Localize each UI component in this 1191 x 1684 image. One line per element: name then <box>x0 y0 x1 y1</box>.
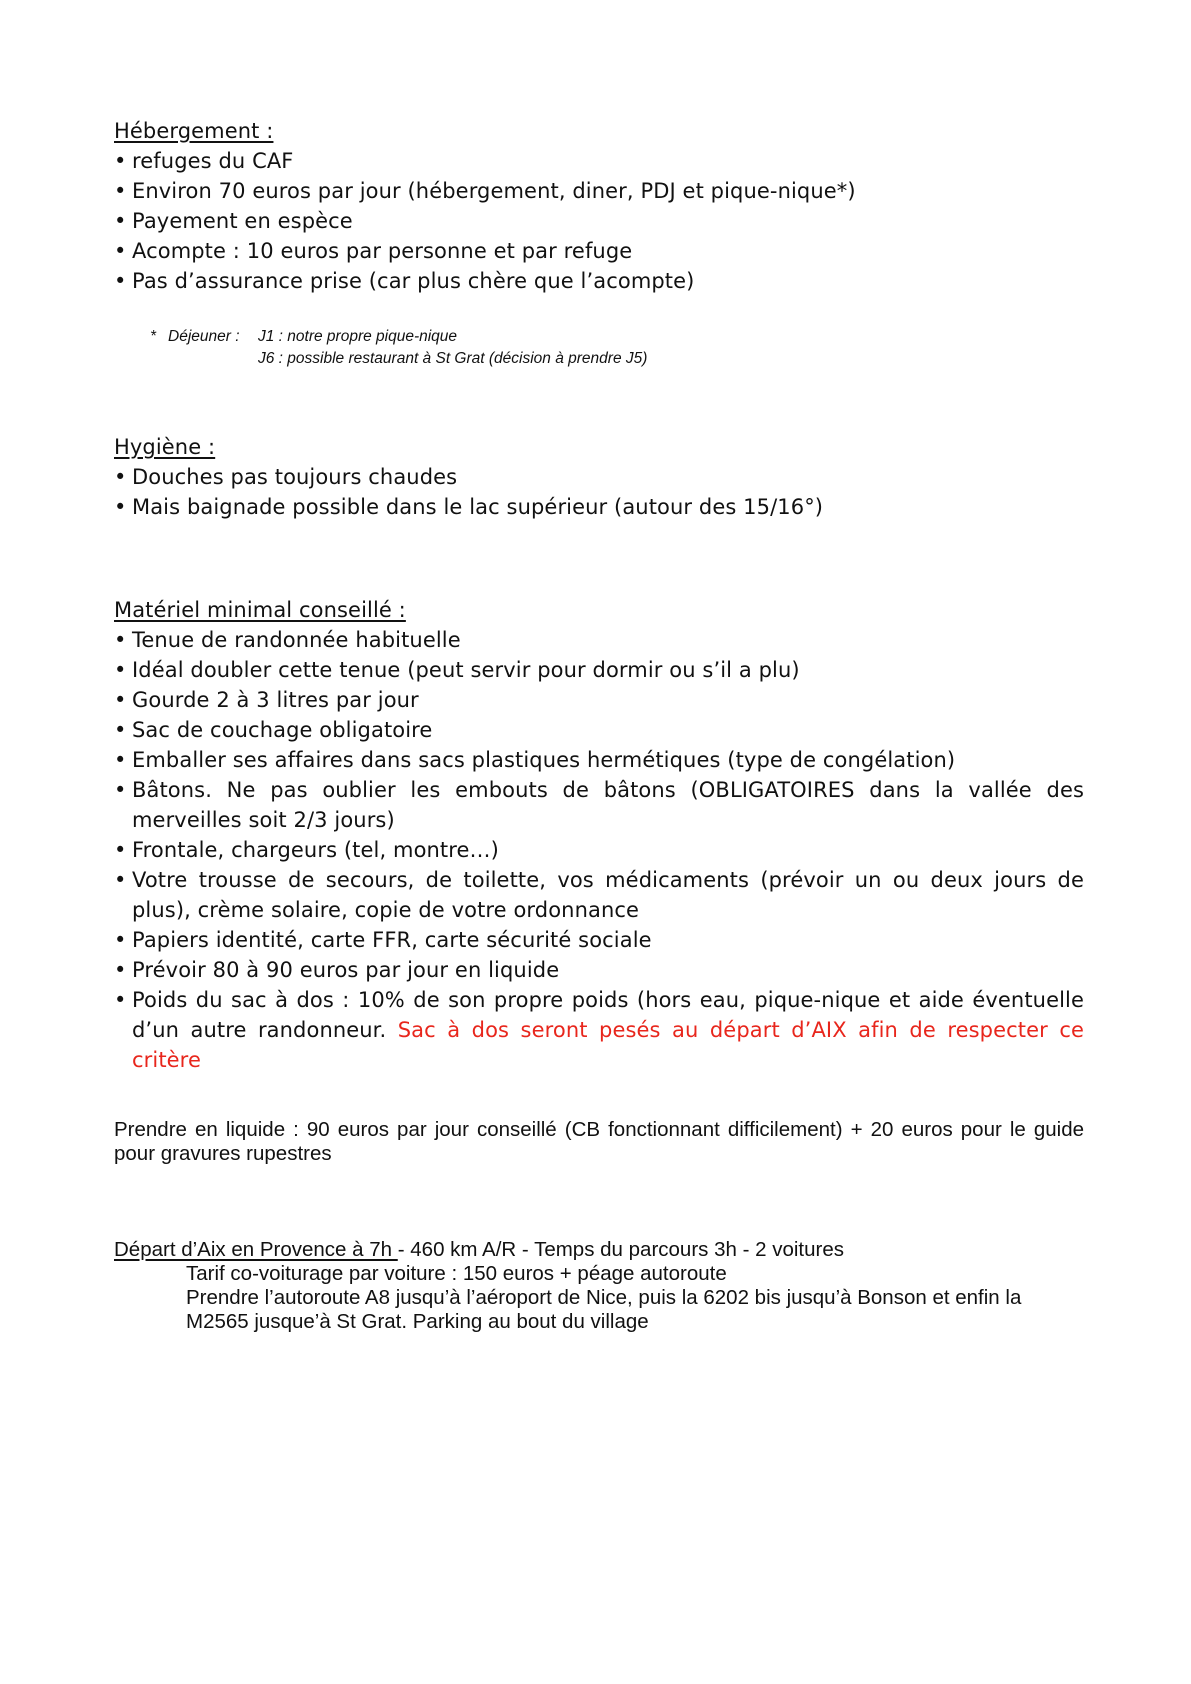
list-item: • Mais baignade possible dans le lac supérieur (autour des 15/16°) <box>114 492 1084 522</box>
bullet-icon: • <box>114 658 127 682</box>
section-liquide <box>114 1118 1084 1166</box>
poids-text: Poids du sac à dos : 10% de son propre poids (hors eau, pique-nique et aide éventuelle d’un autre randonneur. <box>132 988 1084 1042</box>
bullet-icon: • <box>114 495 127 519</box>
depart-line <box>114 1238 1084 1262</box>
footnote-line-1: J1 : notre propre pique-nique <box>258 328 458 345</box>
section-materiel <box>114 595 1084 1075</box>
heading-hebergement: Hébergement : <box>114 119 274 143</box>
liquide-text: Prendre en liquide : 90 euros par jour conseillé (CB fonctionnant difficilement) + 20 euros pour le guide pour gravures rupestres <box>114 1118 1084 1165</box>
list-item: • Douches pas toujours chaudes <box>114 462 1084 492</box>
poids-warning: Sac à dos seront pesés au départ d’AIX afin de respecter ce critère <box>132 1018 1084 1072</box>
bullet-icon: • <box>114 778 127 802</box>
list-item: • Pas d’assurance prise (car plus chère que l’acompte) <box>114 266 1084 296</box>
list-item: • Papiers identité, carte FFR, carte sécurité sociale <box>114 925 1084 955</box>
heading-hygiene: Hygiène : <box>114 435 216 459</box>
list-item: • Sac de couchage obligatoire <box>114 715 1084 745</box>
heading-materiel: Matériel minimal conseillé : <box>114 598 406 622</box>
bullet-icon: • <box>114 269 127 293</box>
list-item: • Bâtons. Ne pas oublier les embouts de bâtons (OBLIGATOIRES dans la vallée des merveilles soit 2/3 jours) <box>114 775 1084 835</box>
bullet-icon: • <box>114 179 127 203</box>
footnote-marker: * <box>150 328 157 345</box>
list-item: • Frontale, chargeurs (tel, montre…) <box>114 835 1084 865</box>
list-item: • Gourde 2 à 3 litres par jour <box>114 685 1084 715</box>
list-item: • Payement en espèce <box>114 206 1084 236</box>
list-item: • Idéal doubler cette tenue (peut servir pour dormir ou s’il a plu) <box>114 655 1084 685</box>
list-hygiene <box>114 462 1084 522</box>
list-materiel <box>114 625 1084 1075</box>
bullet-icon: • <box>114 928 127 952</box>
bullet-icon: • <box>114 465 127 489</box>
bullet-icon: • <box>114 718 127 742</box>
footnote-line-2: J6 : possible restaurant à St Grat (décision à prendre J5) <box>258 350 648 367</box>
footnote-label: Déjeuner : <box>168 328 240 345</box>
bullet-icon: • <box>114 688 127 712</box>
list-item: • Prévoir 80 à 90 euros par jour en liquide <box>114 955 1084 985</box>
section-depart <box>114 1238 1084 1334</box>
bullet-icon: • <box>114 838 127 862</box>
list-item: • Environ 70 euros par jour (hébergement, diner, PDJ et pique-nique*) <box>114 176 1084 206</box>
route-text: Prendre l’autoroute A8 jusqu’à l’aéroport de Nice, puis la 6202 bis jusqu’à Bonson et enfin la M2565 jusque’à St Grat. Parking au bout du village <box>186 1286 1022 1333</box>
bullet-icon: • <box>114 958 127 982</box>
bullet-icon: • <box>114 748 127 772</box>
footnote-dejeuner <box>150 326 647 370</box>
depart-details: - 460 km A/R - Temps du parcours 3h - 2 voitures <box>397 1238 845 1261</box>
bullet-icon: • <box>114 628 127 652</box>
bullet-icon: • <box>114 239 127 263</box>
list-item: • Votre trousse de secours, de toilette, vos médicaments (prévoir un ou deux jours de plus), crème solaire, copie de votre ordonnance <box>114 865 1084 925</box>
section-hebergement <box>114 116 1084 296</box>
list-item: • Tenue de randonnée habituelle <box>114 625 1084 655</box>
section-hygiene <box>114 432 1084 522</box>
bullet-icon: • <box>114 868 127 892</box>
list-item: • Acompte : 10 euros par personne et par refuge <box>114 236 1084 266</box>
list-hebergement <box>114 146 1084 296</box>
bullet-icon: • <box>114 149 127 173</box>
depart-heading: Départ d’Aix en Provence à 7h <box>114 1238 398 1261</box>
bullet-icon: • <box>114 209 127 233</box>
bullet-icon: • <box>114 988 127 1012</box>
list-item-poids <box>114 985 1084 1075</box>
list-item: • Emballer ses affaires dans sacs plastiques hermétiques (type de congélation) <box>114 745 1084 775</box>
tarif-text: Tarif co-voiturage par voiture : 150 euros + péage autoroute <box>186 1262 727 1285</box>
list-item: • refuges du CAF <box>114 146 1084 176</box>
